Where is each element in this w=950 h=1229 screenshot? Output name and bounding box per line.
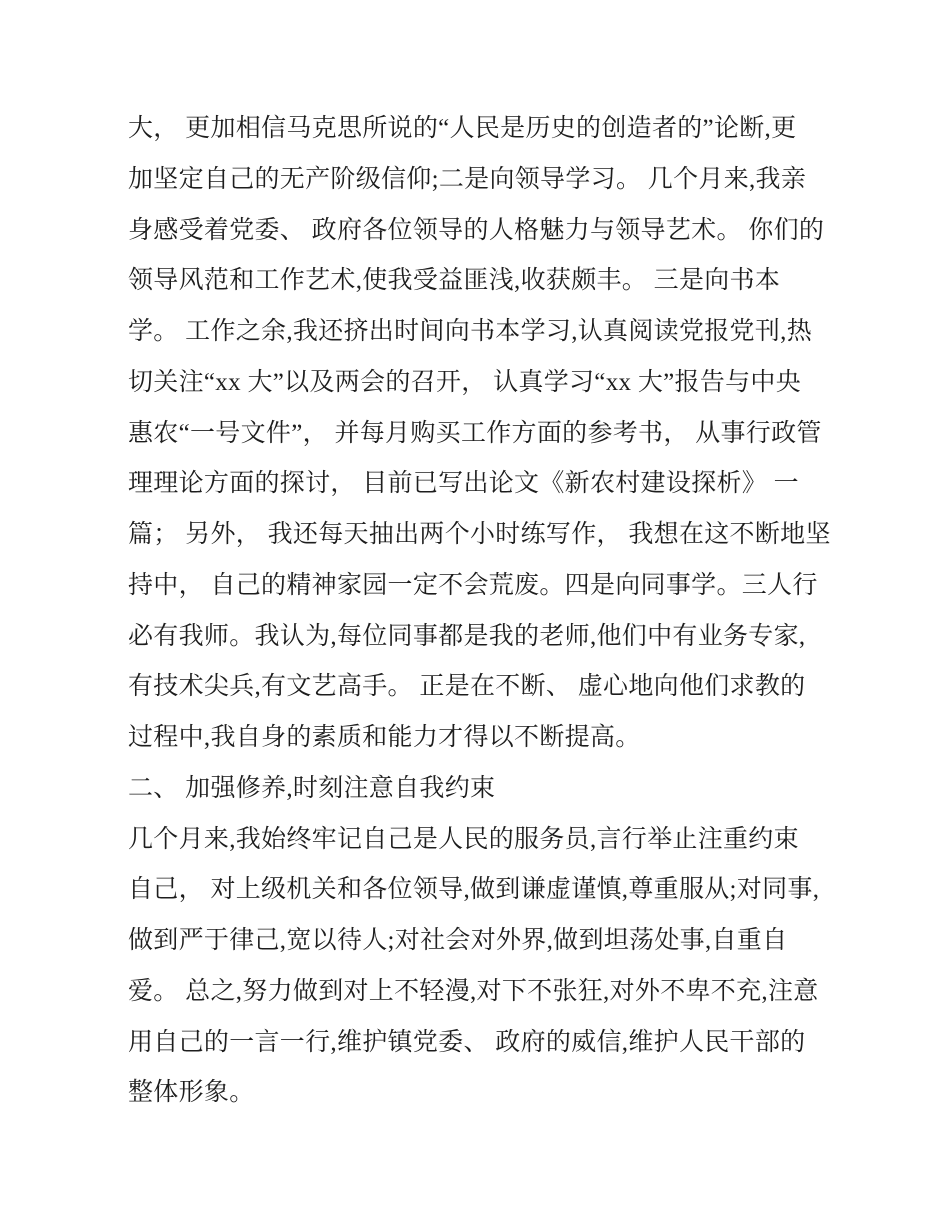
document-body bbox=[128, 104, 831, 1119]
text-line: 学。 工作之余,我还挤出时间向书本学习,认真阅读党报党刊,热 bbox=[128, 318, 813, 345]
text-line: 领导风范和工作艺术,使我受益匪浅,收获颇丰。 三是向书本 bbox=[128, 267, 781, 295]
text-line: 过程中,我自身的素质和能力才得以不断提高。 bbox=[128, 724, 641, 751]
text-line: 用自己的一言一行,维护镇党委、 政府的威信,维护人民干部的 bbox=[128, 1028, 806, 1056]
text-line: 惠农“一号文件”， 并每月购买工作方面的参考书， 从事行政管 bbox=[128, 419, 822, 447]
text-line: 自己， 对上级机关和各位领导,做到谦虚谨慎,尊重服从;对同事, bbox=[128, 876, 820, 904]
text-line: 整体形象。 bbox=[128, 1079, 255, 1107]
text-line: 理理论方面的探讨， 目前已写出论文《新农村建设探析》 一 bbox=[128, 470, 799, 498]
text-line: 必有我师。我认为,每位同事都是我的老师,他们中有业务专家, bbox=[128, 622, 806, 650]
section-heading bbox=[128, 764, 822, 815]
text-line: 大， 更加相信马克思所说的“人民是历史的创造者的”论断,更 bbox=[128, 115, 797, 142]
text-line: 切关注“xx 大”以及两会的召开， 认真学习“xx 大”报告与中央 bbox=[128, 368, 802, 396]
heading-line: 二、 加强修养,时刻注意自我约束 bbox=[128, 774, 496, 802]
text-line: 持中， 自己的精神家园一定不会荒废。四是向同事学。三人行 bbox=[128, 571, 818, 599]
text-line: 加坚定自己的无产阶级信仰;二是向领导学习。 几个月来,我亲 bbox=[128, 165, 807, 193]
text-line: 几个月来,我始终牢记自己是人民的服务员,言行举止注重约束 bbox=[128, 825, 799, 853]
paragraph bbox=[128, 104, 831, 764]
paragraph bbox=[128, 815, 822, 1120]
text-line: 做到严于律己,宽以待人;对社会对外界,做到坦荡处事,自重自 bbox=[128, 927, 788, 954]
text-line: 篇； 另外， 我还每天抽出两个小时练写作， 我想在这不断地坚 bbox=[128, 521, 831, 548]
text-line: 身感受着党委、 政府各位领导的人格魅力与领导艺术。 你们的 bbox=[128, 216, 825, 244]
text-line: 有技术尖兵,有文艺高手。 正是在不断、 虚心地向他们求教的 bbox=[128, 673, 806, 701]
text-line: 爱。 总之,努力做到对上不轻漫,对下不张狂,对外不卑不充,注意 bbox=[128, 977, 819, 1005]
